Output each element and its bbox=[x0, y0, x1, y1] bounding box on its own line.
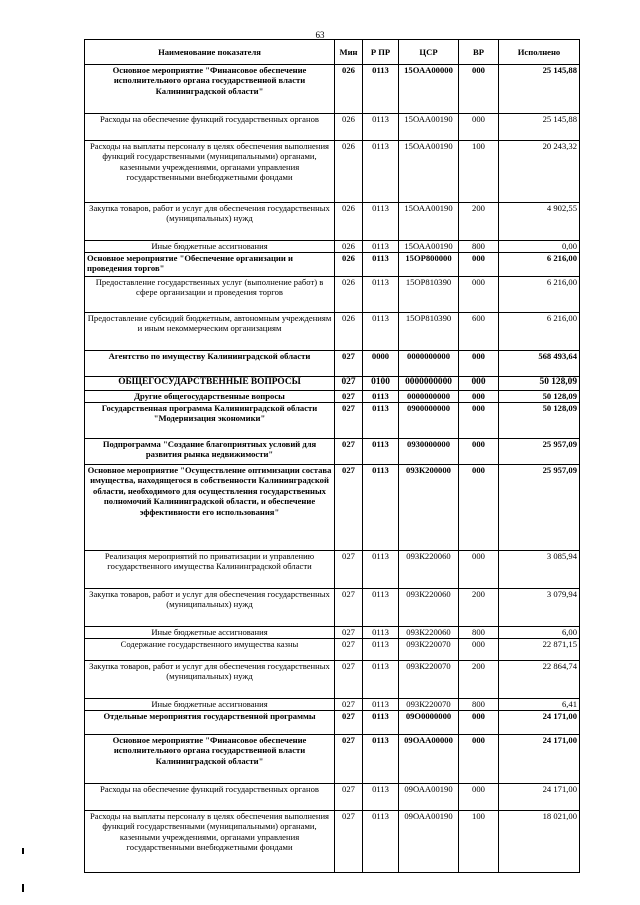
cell-vr: 000 bbox=[459, 277, 499, 313]
header-rpr: Р ПР bbox=[363, 40, 399, 65]
table-row bbox=[85, 141, 580, 203]
cell-rpr: 0113 bbox=[363, 114, 399, 141]
table-row bbox=[85, 735, 580, 784]
cell-amount: 20 243,32 bbox=[499, 141, 580, 203]
table-row bbox=[85, 65, 580, 114]
cell-vr: 000 bbox=[459, 65, 499, 114]
table-row bbox=[85, 439, 580, 465]
table-row bbox=[85, 465, 580, 551]
cell-min: 027 bbox=[335, 351, 363, 377]
table-row bbox=[85, 253, 580, 277]
cell-name: Иные бюджетные ассигнования bbox=[85, 699, 335, 711]
cell-name: Основное мероприятие "Обеспечение организации и проведения торгов" bbox=[85, 253, 335, 277]
cell-amount: 22 871,15 bbox=[499, 639, 580, 661]
cell-name: Расходы на выплаты персоналу в целях обеспечения выполнения функций государственными (муниципальными) органами, казенными учреждениями, органами управления государственными внебюджетными фондами bbox=[85, 141, 335, 203]
cell-vr: 100 bbox=[459, 141, 499, 203]
cell-vr: 000 bbox=[459, 377, 499, 391]
table-row bbox=[85, 589, 580, 627]
cell-name: Закупка товаров, работ и услуг для обеспечения государственных (муниципальных) нужд bbox=[85, 203, 335, 241]
cell-name: Расходы на выплаты персоналу в целях обеспечения выполнения функций государственными (муниципальными) органами, казенными учреждениями, органами управления государственными внебюджетными фондами bbox=[85, 811, 335, 873]
cell-vr: 800 bbox=[459, 699, 499, 711]
cell-name: Предоставление государственных услуг (выполнение работ) в сфере организации и проведения торгов bbox=[85, 277, 335, 313]
cell-name: Другие общегосударственные вопросы bbox=[85, 391, 335, 403]
cell-min: 027 bbox=[335, 661, 363, 699]
cell-name: Основное мероприятие "Финансовое обеспечение исполнительного органа государственной власти Калининградской области" bbox=[85, 735, 335, 784]
table-row bbox=[85, 811, 580, 873]
cell-min: 027 bbox=[335, 711, 363, 735]
header-min: Мин bbox=[335, 40, 363, 65]
cell-min: 026 bbox=[335, 65, 363, 114]
cell-min: 027 bbox=[335, 589, 363, 627]
table-row bbox=[85, 377, 580, 391]
cell-csr: 09ОАА00000 bbox=[399, 735, 459, 784]
cell-name: Отдельные мероприятия государственной программы bbox=[85, 711, 335, 735]
cell-csr: 15ОАА00190 bbox=[399, 141, 459, 203]
cell-name: Содержание государственного имущества казны bbox=[85, 639, 335, 661]
cell-rpr: 0113 bbox=[363, 711, 399, 735]
cell-amount: 22 864,74 bbox=[499, 661, 580, 699]
cell-rpr: 0113 bbox=[363, 313, 399, 351]
cell-amount: 6 216,00 bbox=[499, 277, 580, 313]
cell-min: 027 bbox=[335, 465, 363, 551]
cell-vr: 100 bbox=[459, 811, 499, 873]
cell-amount: 25 957,09 bbox=[499, 465, 580, 551]
cell-rpr: 0113 bbox=[363, 253, 399, 277]
cell-min: 027 bbox=[335, 784, 363, 811]
cell-rpr: 0113 bbox=[363, 465, 399, 551]
cell-name: Основное мероприятие "Осуществление оптимизации состава имущества, находящегося в собственности Калининградской области, необходимого для осуществления государственных полномочий Калининградской области, и обеспечение эффективности его использования" bbox=[85, 465, 335, 551]
cell-name: Реализация мероприятий по приватизации и управлению государственного имущества Калининградской области bbox=[85, 551, 335, 589]
cell-min: 026 bbox=[335, 241, 363, 253]
cell-rpr: 0113 bbox=[363, 391, 399, 403]
table-row bbox=[85, 391, 580, 403]
cell-min: 027 bbox=[335, 627, 363, 639]
cell-csr: 09ОАА00190 bbox=[399, 784, 459, 811]
cell-amount: 3 085,94 bbox=[499, 551, 580, 589]
scan-mark bbox=[22, 848, 24, 854]
table-row bbox=[85, 711, 580, 735]
cell-vr: 000 bbox=[459, 784, 499, 811]
cell-amount: 3 079,94 bbox=[499, 589, 580, 627]
cell-csr: 09О0000000 bbox=[399, 711, 459, 735]
cell-vr: 000 bbox=[459, 639, 499, 661]
table-row bbox=[85, 351, 580, 377]
cell-rpr: 0000 bbox=[363, 351, 399, 377]
cell-csr: 0000000000 bbox=[399, 377, 459, 391]
cell-csr: 15ОР810390 bbox=[399, 277, 459, 313]
page-number: 63 bbox=[315, 30, 325, 40]
cell-amount: 25 957,09 bbox=[499, 439, 580, 465]
cell-min: 026 bbox=[335, 253, 363, 277]
table-row bbox=[85, 313, 580, 351]
cell-csr: 15ОАА00190 bbox=[399, 241, 459, 253]
cell-csr: 093К220060 bbox=[399, 627, 459, 639]
cell-min: 027 bbox=[335, 735, 363, 784]
cell-rpr: 0100 bbox=[363, 377, 399, 391]
header-vr: ВР bbox=[459, 40, 499, 65]
cell-csr: 15ОАА00190 bbox=[399, 114, 459, 141]
cell-csr: 0930000000 bbox=[399, 439, 459, 465]
cell-vr: 000 bbox=[459, 253, 499, 277]
cell-vr: 000 bbox=[459, 391, 499, 403]
cell-amount: 50 128,09 bbox=[499, 377, 580, 391]
cell-vr: 200 bbox=[459, 203, 499, 241]
cell-csr: 093К220070 bbox=[399, 699, 459, 711]
cell-csr: 09ОАА00190 bbox=[399, 811, 459, 873]
cell-csr: 15ОР810390 bbox=[399, 313, 459, 351]
budget-table bbox=[84, 39, 580, 873]
cell-csr: 093К220060 bbox=[399, 589, 459, 627]
cell-name: ОБЩЕГОСУДАРСТВЕННЫЕ ВОПРОСЫ bbox=[85, 377, 335, 391]
table-row bbox=[85, 627, 580, 639]
cell-csr: 0900000000 bbox=[399, 403, 459, 439]
cell-vr: 200 bbox=[459, 589, 499, 627]
cell-amount: 0,00 bbox=[499, 241, 580, 253]
cell-vr: 800 bbox=[459, 241, 499, 253]
cell-amount: 50 128,09 bbox=[499, 403, 580, 439]
cell-rpr: 0113 bbox=[363, 141, 399, 203]
cell-rpr: 0113 bbox=[363, 627, 399, 639]
table-row bbox=[85, 699, 580, 711]
table-row bbox=[85, 241, 580, 253]
header-amount: Исполнено bbox=[499, 40, 580, 65]
cell-vr: 000 bbox=[459, 114, 499, 141]
cell-min: 026 bbox=[335, 203, 363, 241]
table-row bbox=[85, 203, 580, 241]
cell-amount: 6,41 bbox=[499, 699, 580, 711]
cell-rpr: 0113 bbox=[363, 439, 399, 465]
cell-name: Государственная программа Калининградской области "Модернизация экономики" bbox=[85, 403, 335, 439]
cell-amount: 24 171,00 bbox=[499, 735, 580, 784]
cell-name: Подпрограмма "Создание благоприятных условий для развития рынка недвижимости" bbox=[85, 439, 335, 465]
table-row bbox=[85, 114, 580, 141]
cell-amount: 568 493,64 bbox=[499, 351, 580, 377]
cell-rpr: 0113 bbox=[363, 65, 399, 114]
cell-name: Предоставление субсидий бюджетным, автономным учреждениям и иным некоммерческим организациям bbox=[85, 313, 335, 351]
cell-rpr: 0113 bbox=[363, 203, 399, 241]
cell-min: 027 bbox=[335, 439, 363, 465]
scan-mark bbox=[22, 884, 24, 892]
cell-rpr: 0113 bbox=[363, 699, 399, 711]
cell-name: Агентство по имуществу Калининградской области bbox=[85, 351, 335, 377]
cell-vr: 600 bbox=[459, 313, 499, 351]
cell-amount: 25 145,88 bbox=[499, 65, 580, 114]
cell-min: 026 bbox=[335, 313, 363, 351]
cell-amount: 18 021,00 bbox=[499, 811, 580, 873]
table-header-row bbox=[85, 40, 580, 65]
cell-amount: 4 902,55 bbox=[499, 203, 580, 241]
cell-min: 027 bbox=[335, 377, 363, 391]
cell-name: Расходы на обеспечение функций государственных органов bbox=[85, 114, 335, 141]
table-row bbox=[85, 403, 580, 439]
cell-rpr: 0113 bbox=[363, 661, 399, 699]
cell-min: 026 bbox=[335, 141, 363, 203]
cell-amount: 25 145,88 bbox=[499, 114, 580, 141]
cell-vr: 000 bbox=[459, 403, 499, 439]
cell-amount: 6 216,00 bbox=[499, 253, 580, 277]
cell-name: Основное мероприятие "Финансовое обеспечение исполнительного органа государственной власти Калининградской области" bbox=[85, 65, 335, 114]
cell-amount: 24 171,00 bbox=[499, 784, 580, 811]
cell-min: 027 bbox=[335, 551, 363, 589]
cell-rpr: 0113 bbox=[363, 403, 399, 439]
cell-vr: 800 bbox=[459, 627, 499, 639]
cell-name: Иные бюджетные ассигнования bbox=[85, 627, 335, 639]
cell-rpr: 0113 bbox=[363, 735, 399, 784]
cell-vr: 000 bbox=[459, 551, 499, 589]
table-row bbox=[85, 661, 580, 699]
cell-amount: 6 216,00 bbox=[499, 313, 580, 351]
cell-csr: 093К220070 bbox=[399, 639, 459, 661]
cell-min: 026 bbox=[335, 114, 363, 141]
cell-name: Иные бюджетные ассигнования bbox=[85, 241, 335, 253]
cell-vr: 000 bbox=[459, 465, 499, 551]
cell-csr: 15ОР800000 bbox=[399, 253, 459, 277]
cell-min: 026 bbox=[335, 277, 363, 313]
cell-rpr: 0113 bbox=[363, 784, 399, 811]
cell-csr: 093К220060 bbox=[399, 551, 459, 589]
cell-min: 027 bbox=[335, 699, 363, 711]
cell-csr: 15ОАА00190 bbox=[399, 203, 459, 241]
table-row bbox=[85, 784, 580, 811]
cell-min: 027 bbox=[335, 639, 363, 661]
cell-csr: 0000000000 bbox=[399, 391, 459, 403]
cell-rpr: 0113 bbox=[363, 241, 399, 253]
cell-rpr: 0113 bbox=[363, 589, 399, 627]
cell-amount: 24 171,00 bbox=[499, 711, 580, 735]
cell-min: 027 bbox=[335, 391, 363, 403]
table-row bbox=[85, 277, 580, 313]
cell-min: 027 bbox=[335, 403, 363, 439]
header-csr: ЦСР bbox=[399, 40, 459, 65]
cell-csr: 0000000000 bbox=[399, 351, 459, 377]
cell-vr: 000 bbox=[459, 439, 499, 465]
cell-rpr: 0113 bbox=[363, 639, 399, 661]
cell-amount: 50 128,09 bbox=[499, 391, 580, 403]
cell-amount: 6,00 bbox=[499, 627, 580, 639]
cell-vr: 000 bbox=[459, 351, 499, 377]
cell-vr: 200 bbox=[459, 661, 499, 699]
cell-csr: 093К200000 bbox=[399, 465, 459, 551]
cell-name: Закупка товаров, работ и услуг для обеспечения государственных (муниципальных) нужд bbox=[85, 589, 335, 627]
cell-rpr: 0113 bbox=[363, 811, 399, 873]
header-name: Наименование показателя bbox=[85, 40, 335, 65]
cell-vr: 000 bbox=[459, 735, 499, 784]
cell-name: Закупка товаров, работ и услуг для обеспечения государственных (муниципальных) нужд bbox=[85, 661, 335, 699]
cell-rpr: 0113 bbox=[363, 277, 399, 313]
cell-vr: 000 bbox=[459, 711, 499, 735]
table-row bbox=[85, 551, 580, 589]
cell-csr: 15ОАА00000 bbox=[399, 65, 459, 114]
cell-rpr: 0113 bbox=[363, 551, 399, 589]
cell-name: Расходы на обеспечение функций государственных органов bbox=[85, 784, 335, 811]
cell-csr: 093К220070 bbox=[399, 661, 459, 699]
cell-min: 027 bbox=[335, 811, 363, 873]
table-row bbox=[85, 639, 580, 661]
